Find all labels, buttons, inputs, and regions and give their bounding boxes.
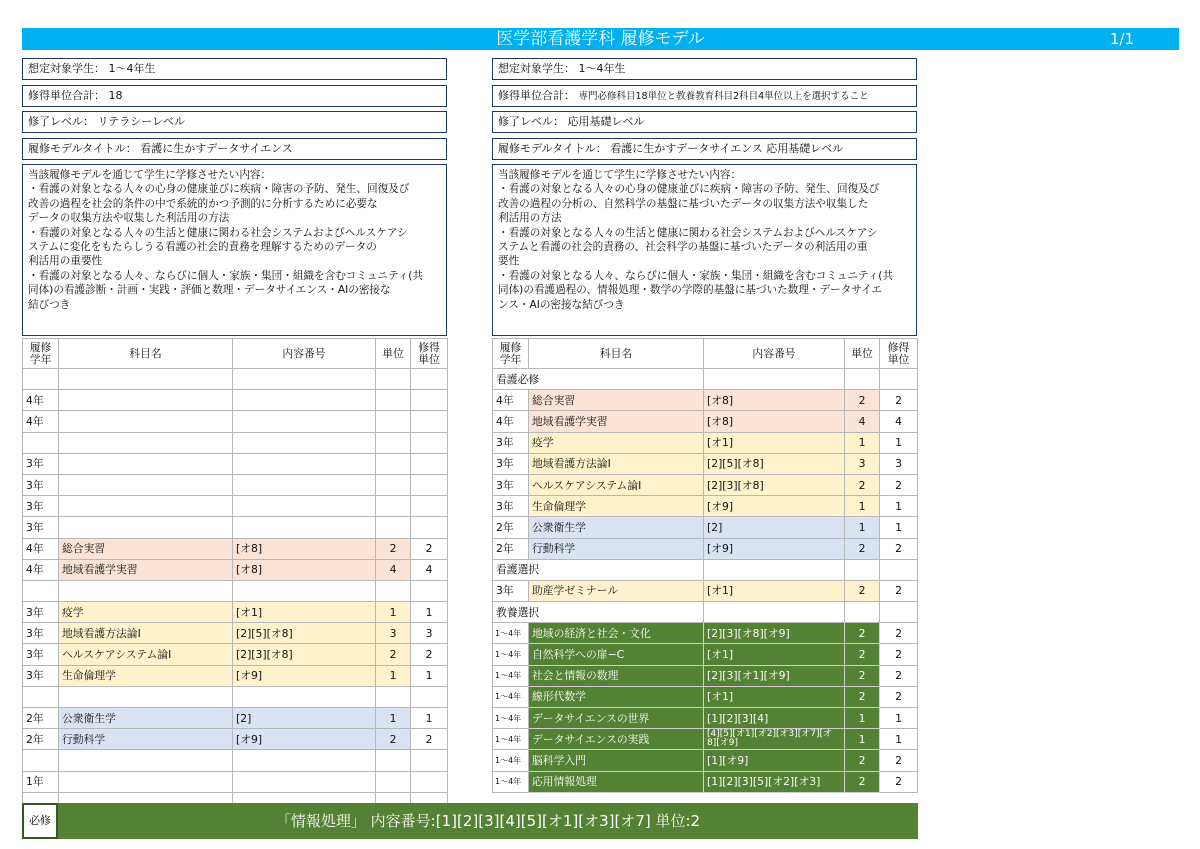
model-title: 履修モデルタイトル： 看護に生かすデータサイエンス	[22, 138, 447, 160]
earned-cell: 2	[411, 538, 448, 559]
code-cell: [2]	[704, 517, 845, 538]
code-cell	[704, 602, 845, 623]
code-cell: [オ9]	[704, 538, 845, 559]
code-cell: [オ1]	[704, 580, 845, 601]
table-row	[23, 771, 448, 792]
subject-cell: 地域看護方法論Ⅰ	[59, 623, 233, 644]
earned-cell: 2	[880, 623, 918, 644]
code-cell	[233, 750, 376, 771]
code-cell: [1][オ9]	[704, 750, 845, 771]
year-cell: 3年	[23, 623, 59, 644]
units-cell: 2	[845, 644, 880, 665]
subject-cell	[59, 390, 233, 411]
col-code-header: 内容番号	[233, 339, 376, 369]
units-cell: 4	[845, 411, 880, 432]
table-row	[23, 432, 448, 453]
table-row	[493, 432, 918, 453]
table-row	[23, 538, 448, 559]
subject-cell: 生命倫理学	[529, 496, 704, 517]
desc-line: 当該履修モデルを通じて学生に学修させたい内容：	[498, 169, 742, 181]
table-row	[23, 665, 448, 686]
required-course-text: 「情報処理」 内容番号:[1][2][3][4][5][オ1][オ3][オ7] 単位:2	[275, 812, 701, 830]
year-cell: 1〜4年	[493, 623, 529, 644]
subject-cell: 疫学	[529, 432, 704, 453]
earned-cell: 1	[880, 432, 918, 453]
code-cell: [2][3][オ8]	[233, 644, 376, 665]
col-code-header: 内容番号	[704, 339, 845, 369]
earned-cell	[411, 453, 448, 474]
earned-cell: 4	[411, 559, 448, 580]
code-cell	[233, 453, 376, 474]
earned-cell	[411, 771, 448, 792]
left-info-panel	[22, 58, 447, 336]
year-cell: 3年	[493, 496, 529, 517]
target-students: 想定対象学生： 1〜4年生	[492, 58, 917, 80]
code-cell: [オ8]	[233, 538, 376, 559]
earned-cell	[411, 369, 448, 390]
title-bar	[22, 28, 1179, 50]
units-cell: 3	[376, 623, 411, 644]
total-credits	[492, 85, 917, 107]
earned-cell: 2	[880, 580, 918, 601]
year-cell: 1〜4年	[493, 686, 529, 707]
left-course-table	[22, 338, 448, 814]
subject-cell	[59, 771, 233, 792]
code-cell: [オ8]	[704, 411, 845, 432]
subject-cell: 地域の経済と社会・文化	[529, 623, 704, 644]
desc-line: 利活用の方法	[498, 212, 562, 225]
table-row	[23, 729, 448, 750]
units-cell: 1	[376, 665, 411, 686]
year-cell	[23, 369, 59, 390]
table-row	[23, 517, 448, 538]
earned-cell	[411, 411, 448, 432]
units-cell: 4	[376, 559, 411, 580]
year-cell: 3年	[493, 474, 529, 495]
units-cell	[376, 771, 411, 792]
code-cell: [1][2][3][5][オ2][オ3]	[704, 771, 845, 792]
table-row	[493, 665, 918, 686]
section-row	[493, 559, 918, 580]
units-cell: 1	[376, 602, 411, 623]
subject-cell: 総合実習	[529, 390, 704, 411]
units-cell: 2	[376, 729, 411, 750]
right-info-panel	[492, 58, 917, 336]
table-row	[493, 453, 918, 474]
learning-content	[492, 164, 917, 336]
code-cell: [2]	[233, 708, 376, 729]
col-units-header: 単位	[376, 339, 411, 369]
year-cell: 3年	[23, 602, 59, 623]
earned-cell	[880, 369, 918, 390]
desc-line: ・看護の対象となる人々の生活と健康に関わる社会システムおよびヘルスケアシ	[28, 226, 408, 239]
earned-cell: 2	[880, 750, 918, 771]
year-cell: 2年	[493, 538, 529, 559]
page-title: 医学部看護学科 履修モデル	[496, 29, 705, 49]
table-row	[493, 474, 918, 495]
earned-cell	[411, 496, 448, 517]
subject-cell	[59, 369, 233, 390]
units-cell: 1	[845, 708, 880, 729]
table-row	[493, 771, 918, 792]
earned-cell	[880, 559, 918, 580]
code-cell: [オ8]	[704, 390, 845, 411]
subject-cell: 応用情報処理	[529, 771, 704, 792]
desc-line: ・看護の対象となる人々、ならびに個人・家族・集団・組織を含むコミュニティ(共	[498, 269, 894, 282]
table-row	[493, 729, 918, 750]
subject-cell	[59, 411, 233, 432]
earned-cell	[411, 432, 448, 453]
code-cell: [2][3][オ8][オ9]	[704, 623, 845, 644]
units-cell: 2	[376, 644, 411, 665]
col-earned-header: 修得 単位	[880, 339, 918, 369]
units-cell	[376, 369, 411, 390]
year-cell: 1〜4年	[493, 729, 529, 750]
units-cell: 2	[845, 623, 880, 644]
desc-line: ンス・AIの密接な結びつき	[498, 298, 625, 311]
year-cell: 4年	[23, 538, 59, 559]
right-course-table	[492, 338, 918, 793]
col-year-header: 履修 学年	[493, 339, 529, 369]
col-subject-header: 科目名	[529, 339, 704, 369]
units-cell	[845, 369, 880, 390]
code-cell: [オ9]	[704, 496, 845, 517]
learning-content	[22, 164, 447, 336]
units-cell: 2	[845, 750, 880, 771]
table-row	[23, 708, 448, 729]
table-row	[23, 644, 448, 665]
subject-cell: 自然科学への扉−C	[529, 644, 704, 665]
year-cell: 1〜4年	[493, 708, 529, 729]
units-cell: 2	[845, 474, 880, 495]
year-cell: 1〜4年	[493, 665, 529, 686]
earned-cell	[411, 750, 448, 771]
units-cell	[376, 496, 411, 517]
earned-cell: 4	[880, 411, 918, 432]
year-cell: 4年	[493, 390, 529, 411]
earned-cell	[411, 686, 448, 707]
code-cell: [オ9]	[233, 665, 376, 686]
section-label: 看護選択	[493, 559, 704, 580]
subject-cell: 疫学	[59, 602, 233, 623]
year-cell: 4年	[23, 411, 59, 432]
col-earned-header: 修得 単位	[411, 339, 448, 369]
subject-cell: 社会と情報の数理	[529, 665, 704, 686]
subject-cell: 行動科学	[529, 538, 704, 559]
subject-cell: 助産学ゼミナール	[529, 580, 704, 601]
desc-line: 同体)の看護診断・計画・実践・評価と数理・データサイエンス・AIの密接な	[28, 284, 391, 297]
earned-cell	[411, 580, 448, 601]
earned-cell: 1	[411, 665, 448, 686]
subject-cell: ヘルスケアシステム論Ⅰ	[529, 474, 704, 495]
year-cell: 1〜4年	[493, 750, 529, 771]
table-row	[493, 686, 918, 707]
code-cell: [オ8]	[233, 559, 376, 580]
earned-cell: 1	[880, 517, 918, 538]
code-cell	[704, 559, 845, 580]
units-cell	[376, 411, 411, 432]
units-cell	[376, 750, 411, 771]
units-cell: 2	[845, 686, 880, 707]
earned-cell: 1	[880, 708, 918, 729]
code-cell: [2][5][オ8]	[704, 453, 845, 474]
table-row	[23, 602, 448, 623]
earned-cell: 2	[880, 644, 918, 665]
desc-line: ・看護の対象となる人々、ならびに個人・家族・集団・組織を含むコミュニティ(共	[28, 269, 424, 282]
table-row	[493, 623, 918, 644]
desc-line: ・看護の対象となる人々の生活と健康に関わる社会システムおよびヘルスケアシ	[498, 226, 878, 239]
subject-cell: 公衆衛生学	[59, 708, 233, 729]
earned-cell: 1	[411, 708, 448, 729]
year-cell: 2年	[493, 517, 529, 538]
earned-cell: 2	[411, 644, 448, 665]
code-cell	[233, 496, 376, 517]
completion-level: 修了レベル： リテラシーレベル	[22, 111, 447, 133]
desc-line: 利活用の重要性	[28, 255, 103, 268]
year-cell: 1年	[23, 771, 59, 792]
subject-cell: データサイエンスの実践	[529, 729, 704, 750]
subject-cell: ヘルスケアシステム論Ⅰ	[59, 644, 233, 665]
desc-line: ・看護の対象となる人々の心身の健康並びに疾病・障害の予防、発生、回復及び	[498, 183, 880, 196]
table-row	[493, 708, 918, 729]
code-cell: [オ9]	[233, 729, 376, 750]
table-row	[23, 623, 448, 644]
units-cell	[376, 686, 411, 707]
year-cell	[23, 686, 59, 707]
desc-line: 改善の過程の分析の、自然科学の基盤に基づいたデータの収集方法や収集した	[498, 197, 869, 210]
subject-cell	[59, 686, 233, 707]
units-cell	[845, 602, 880, 623]
units-cell: 2	[845, 390, 880, 411]
year-cell: 4年	[23, 390, 59, 411]
subject-cell	[59, 432, 233, 453]
year-cell: 1〜4年	[493, 771, 529, 792]
subject-cell: データサイエンスの世界	[529, 708, 704, 729]
table-row	[493, 390, 918, 411]
section-label: 看護必修	[493, 369, 704, 390]
units-cell	[376, 453, 411, 474]
table-row	[23, 686, 448, 707]
units-cell: 1	[845, 729, 880, 750]
table-row	[493, 411, 918, 432]
table-row	[23, 580, 448, 601]
code-cell: [オ1]	[704, 686, 845, 707]
code-cell	[233, 432, 376, 453]
code-cell: [オ1]	[233, 602, 376, 623]
table-row	[23, 453, 448, 474]
table-row	[23, 411, 448, 432]
year-cell	[23, 432, 59, 453]
desc-line: データの収集方法や収集した利活用の方法	[28, 212, 230, 225]
subject-cell	[59, 750, 233, 771]
year-cell: 3年	[493, 453, 529, 474]
target-students: 想定対象学生： 1〜4年生	[22, 58, 447, 80]
table-row	[23, 369, 448, 390]
earned-cell: 2	[880, 474, 918, 495]
earned-cell: 2	[880, 390, 918, 411]
table-row	[493, 538, 918, 559]
year-cell: 3年	[23, 453, 59, 474]
section-label: 教養選択	[493, 602, 704, 623]
year-cell	[23, 580, 59, 601]
model-title: 履修モデルタイトル： 看護に生かすデータサイエンス 応用基礎レベル	[492, 138, 917, 160]
desc-line: ・看護の対象となる人々の心身の健康並びに疾病・障害の予防、発生、回復及び	[28, 183, 410, 196]
subject-cell: 公衆衛生学	[529, 517, 704, 538]
completion-level: 修了レベル： 応用基礎レベル	[492, 111, 917, 133]
section-row	[493, 602, 918, 623]
earned-cell	[880, 602, 918, 623]
table-row	[493, 644, 918, 665]
units-cell	[376, 432, 411, 453]
table-row	[493, 496, 918, 517]
earned-cell: 3	[411, 623, 448, 644]
year-cell: 3年	[493, 580, 529, 601]
units-cell: 1	[845, 496, 880, 517]
subject-cell: 地域看護学実習	[529, 411, 704, 432]
code-cell	[233, 411, 376, 432]
units-cell: 2	[845, 538, 880, 559]
code-cell: [2][3][オ1][オ9]	[704, 665, 845, 686]
units-cell: 2	[845, 771, 880, 792]
year-cell: 3年	[23, 474, 59, 495]
table-header	[23, 339, 448, 369]
code-cell: [1][2][3][4]	[704, 708, 845, 729]
desc-line: 改善の過程を社会的条件の中で系統的かつ予測的に分析するために必要な	[28, 197, 378, 210]
code-cell	[233, 474, 376, 495]
units-cell	[376, 474, 411, 495]
desc-line: 結びつき	[28, 298, 71, 311]
units-cell	[376, 390, 411, 411]
units-cell	[376, 580, 411, 601]
year-cell	[23, 750, 59, 771]
units-cell: 2	[376, 538, 411, 559]
code-cell	[233, 369, 376, 390]
code-cell: [オ1]	[704, 432, 845, 453]
credits-note: 専門必修科目18単位と教養教育科目2科目4単位以上を選択すること	[578, 90, 869, 102]
code-cell: [2][5][オ8]	[233, 623, 376, 644]
col-subject-header: 科目名	[59, 339, 233, 369]
table-row	[23, 750, 448, 771]
code-cell: [オ1]	[704, 644, 845, 665]
year-cell: 4年	[23, 559, 59, 580]
subject-cell	[59, 474, 233, 495]
year-cell: 3年	[23, 517, 59, 538]
subject-cell: 行動科学	[59, 729, 233, 750]
code-cell	[233, 580, 376, 601]
subject-cell	[59, 453, 233, 474]
earned-cell	[411, 474, 448, 495]
earned-cell: 2	[880, 771, 918, 792]
earned-cell: 3	[880, 453, 918, 474]
earned-cell: 2	[880, 665, 918, 686]
desc-line: 当該履修モデルを通じて学生に学修させたい内容：	[28, 169, 272, 181]
code-cell	[233, 517, 376, 538]
code-cell	[233, 686, 376, 707]
units-cell: 2	[845, 580, 880, 601]
earned-cell	[411, 390, 448, 411]
table-row	[23, 496, 448, 517]
units-cell	[845, 559, 880, 580]
code-cell	[704, 369, 845, 390]
table-row	[493, 517, 918, 538]
page-number: 1/1	[1109, 30, 1134, 48]
subject-cell: 地域看護方法論Ⅰ	[529, 453, 704, 474]
year-cell: 3年	[23, 644, 59, 665]
units-cell: 1	[845, 517, 880, 538]
section-row	[493, 369, 918, 390]
subject-cell	[59, 496, 233, 517]
table-row	[23, 474, 448, 495]
subject-cell: 線形代数学	[529, 686, 704, 707]
required-label: 必修	[22, 803, 58, 839]
year-cell: 2年	[23, 708, 59, 729]
year-cell: 4年	[493, 411, 529, 432]
year-cell: 1〜4年	[493, 644, 529, 665]
units-cell: 1	[845, 432, 880, 453]
subject-cell: 脳科学入門	[529, 750, 704, 771]
units-cell: 1	[376, 708, 411, 729]
year-cell: 2年	[23, 729, 59, 750]
earned-cell: 1	[880, 729, 918, 750]
earned-cell: 1	[880, 496, 918, 517]
code-cell	[233, 771, 376, 792]
earned-cell: 2	[411, 729, 448, 750]
earned-cell: 2	[880, 686, 918, 707]
desc-line: 要性	[498, 255, 520, 268]
table-row	[23, 559, 448, 580]
earned-cell: 2	[880, 538, 918, 559]
required-course-bar	[22, 803, 918, 839]
desc-line: 同体)の看護過程の、情報処理・数学の学際的基盤に基づいた数理・データサイエ	[498, 284, 882, 297]
year-cell: 3年	[493, 432, 529, 453]
desc-line: ステムに変化をもたらしうる看護の社会的責務を理解するためのデータの	[28, 241, 377, 254]
subject-cell	[59, 517, 233, 538]
units-cell	[376, 517, 411, 538]
subject-cell: 総合実習	[59, 538, 233, 559]
table-row	[23, 390, 448, 411]
units-cell: 3	[845, 453, 880, 474]
year-cell: 3年	[23, 665, 59, 686]
earned-cell	[411, 517, 448, 538]
col-year-header: 履修 学年	[23, 339, 59, 369]
earned-cell: 1	[411, 602, 448, 623]
code-cell: [2][3][オ8]	[704, 474, 845, 495]
subject-cell: 生命倫理学	[59, 665, 233, 686]
code-cell: [4][5][オ1][オ2][オ3][オ7][オ8][オ9]	[704, 729, 845, 750]
col-units-header: 単位	[845, 339, 880, 369]
desc-line: ステムと看護の社会的責務の、社会科学の基盤に基づいたデータの利活用の重	[498, 241, 868, 254]
year-cell: 3年	[23, 496, 59, 517]
units-cell: 2	[845, 665, 880, 686]
subject-cell	[59, 580, 233, 601]
table-row	[493, 750, 918, 771]
code-cell	[233, 390, 376, 411]
total-credits: 修得単位合計： 18	[22, 85, 447, 107]
credits-label: 修得単位合計：	[498, 88, 575, 102]
subject-cell: 地域看護学実習	[59, 559, 233, 580]
table-header	[493, 339, 918, 369]
table-row	[493, 580, 918, 601]
